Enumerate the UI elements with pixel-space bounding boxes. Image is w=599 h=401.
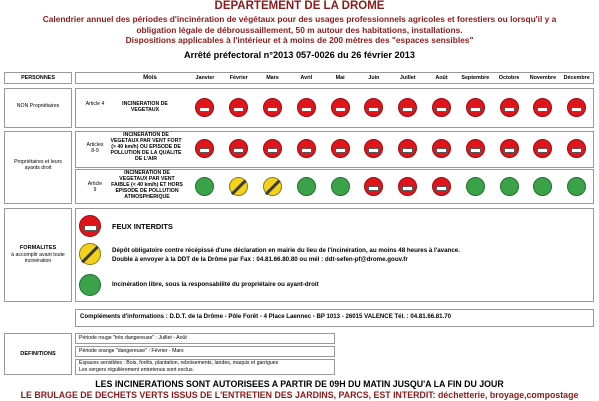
forbidden-sign-icon bbox=[331, 139, 350, 158]
definitions-label: DEFINITIONS bbox=[20, 351, 56, 357]
forbidden-sign-icon bbox=[331, 98, 350, 117]
legend-allowed-text: Incinération libre, sous la responsabilité du propriétaire ou ayant-droit bbox=[112, 281, 319, 288]
allowed-sign-icon bbox=[79, 274, 101, 296]
subtitle-line-2: obligation légale de débroussaillement, 50 m autour des habitations, installations. bbox=[136, 25, 463, 35]
allowed-sign-icon bbox=[331, 177, 350, 196]
month-header-10: Novembre bbox=[529, 75, 557, 81]
arrete-reference: Arrêté préfectoral n°2013 057-0026 du 26 février 2013 bbox=[184, 50, 415, 60]
info-text: Compléments d'informations : D.D.T. de la Drôme - Pôle Forêt - 4 Place Laennec - BP 1013 - 26015 VALENCE Tél. : 04.81.66.81.70 bbox=[80, 313, 452, 320]
definition-red-text: Période rouge "très dangereuse" : Juillet - Août bbox=[79, 335, 187, 341]
month-header-2: Mars bbox=[266, 75, 279, 81]
month-header-9: Octobre bbox=[498, 75, 520, 81]
legend-limited-text-2: Double à envoyer à la DDT de la Drôme par Fax : 04.81.66.80.80 ou mél : ddt-sefen-pf@drome.gouv.fr bbox=[112, 256, 408, 263]
legend-limited-text-1: Dépôt obligatoire contre récépissé d'une déclaration en mairie du lieu de l'incinération, au moins 48 heures à l'avance. bbox=[112, 247, 460, 254]
row-description: INCINERATION DE VEGETAUX bbox=[122, 101, 168, 113]
limited-sign-icon bbox=[263, 177, 282, 196]
subtitle-line-1: Calendrier annuel des périodes d'incinération de végétaux pour des usages professionnels agricoles et forestiers ou lorsqu'il y a bbox=[42, 14, 557, 24]
forbidden-sign-icon bbox=[500, 98, 519, 117]
row-article: Articles 8-9 bbox=[86, 142, 104, 154]
month-header-11: Décembre bbox=[563, 75, 590, 81]
month-header-1: Février bbox=[229, 75, 248, 81]
forbidden-sign-icon bbox=[297, 98, 316, 117]
allowed-sign-icon bbox=[297, 177, 316, 196]
formalites-sublabel: à accomplir avant toute incinération bbox=[11, 252, 65, 264]
legend-forbidden-text: FEUX INTERDITS bbox=[112, 222, 173, 231]
definition-spaces-text-2: Les vergers régulièrement entretenus sont exclus. bbox=[79, 367, 195, 373]
forbidden-sign-icon bbox=[466, 98, 485, 117]
month-header-7: Août bbox=[435, 75, 448, 81]
allowed-sign-icon bbox=[500, 177, 519, 196]
forbidden-sign-icon bbox=[432, 98, 451, 117]
forbidden-sign-icon bbox=[432, 139, 451, 158]
forbidden-sign-icon bbox=[432, 177, 451, 196]
footer-line-2: LE BRULAGE DE DECHETS VERTS ISSUS DE L'ENTRETIEN DES JARDINS, PARCS, EST INTERDIT: déchetterie, broyage,compostage bbox=[20, 390, 579, 400]
month-header-6: Juillet bbox=[399, 75, 416, 81]
month-header-4: Mai bbox=[335, 75, 345, 81]
formalites-label: FORMALITES bbox=[19, 245, 57, 251]
row-article: Article 9 bbox=[87, 181, 103, 193]
month-header-8: Septembre bbox=[461, 75, 490, 81]
forbidden-sign-icon bbox=[263, 98, 282, 117]
definition-spaces-text-1: Espaces sensibles : Bois, forêts, plantation, reboisements, landes, maquis et garrigues bbox=[79, 360, 279, 366]
mois-header: Mois bbox=[143, 75, 157, 81]
allowed-sign-icon bbox=[466, 177, 485, 196]
forbidden-sign-icon bbox=[466, 139, 485, 158]
page-title: DEPARTEMENT DE LA DROME bbox=[214, 0, 385, 12]
definition-orange-text: Période orange "dangereuse" : Février - Mars bbox=[79, 348, 184, 354]
footer-line-1: LES INCINERATIONS SONT AUTORISEES A PARTIR DE 09H DU MATIN JUSQU'A LA FIN DU JOUR bbox=[95, 379, 504, 389]
row-person-label: Propriétaires et leurs ayants droit bbox=[14, 159, 62, 171]
personnes-header: PERSONNES bbox=[21, 75, 55, 81]
month-header-5: Juin bbox=[368, 75, 380, 81]
forbidden-sign-icon bbox=[263, 139, 282, 158]
month-header-0: Janvier bbox=[195, 75, 215, 81]
row-description: INCINERATION DE VEGETAUX PAR VENT FAIBLE (< 40 km/h) ET HORS EPISODE DE POLLUTION ATMOSPHERIQUE bbox=[111, 170, 183, 200]
subtitle-line-3: Dispositions applicables à l'intérieur et à moins de 200 mètres des "espaces sensibles" bbox=[125, 35, 474, 45]
row-person-label: NON Propriétaires bbox=[16, 103, 60, 109]
row-description: INCINERATION DE VEGETAUX PAR VENT FORT (> 40 km/h) OU EPISODE DE POLLUTION DE LA QUALITE DE L'AIR bbox=[110, 132, 182, 162]
forbidden-sign-icon bbox=[500, 139, 519, 158]
forbidden-sign-icon bbox=[79, 215, 101, 237]
forbidden-sign-icon bbox=[297, 139, 316, 158]
row-article: Article 4 bbox=[85, 101, 105, 107]
month-header-3: Avril bbox=[300, 75, 313, 81]
limited-sign-icon bbox=[79, 243, 101, 265]
